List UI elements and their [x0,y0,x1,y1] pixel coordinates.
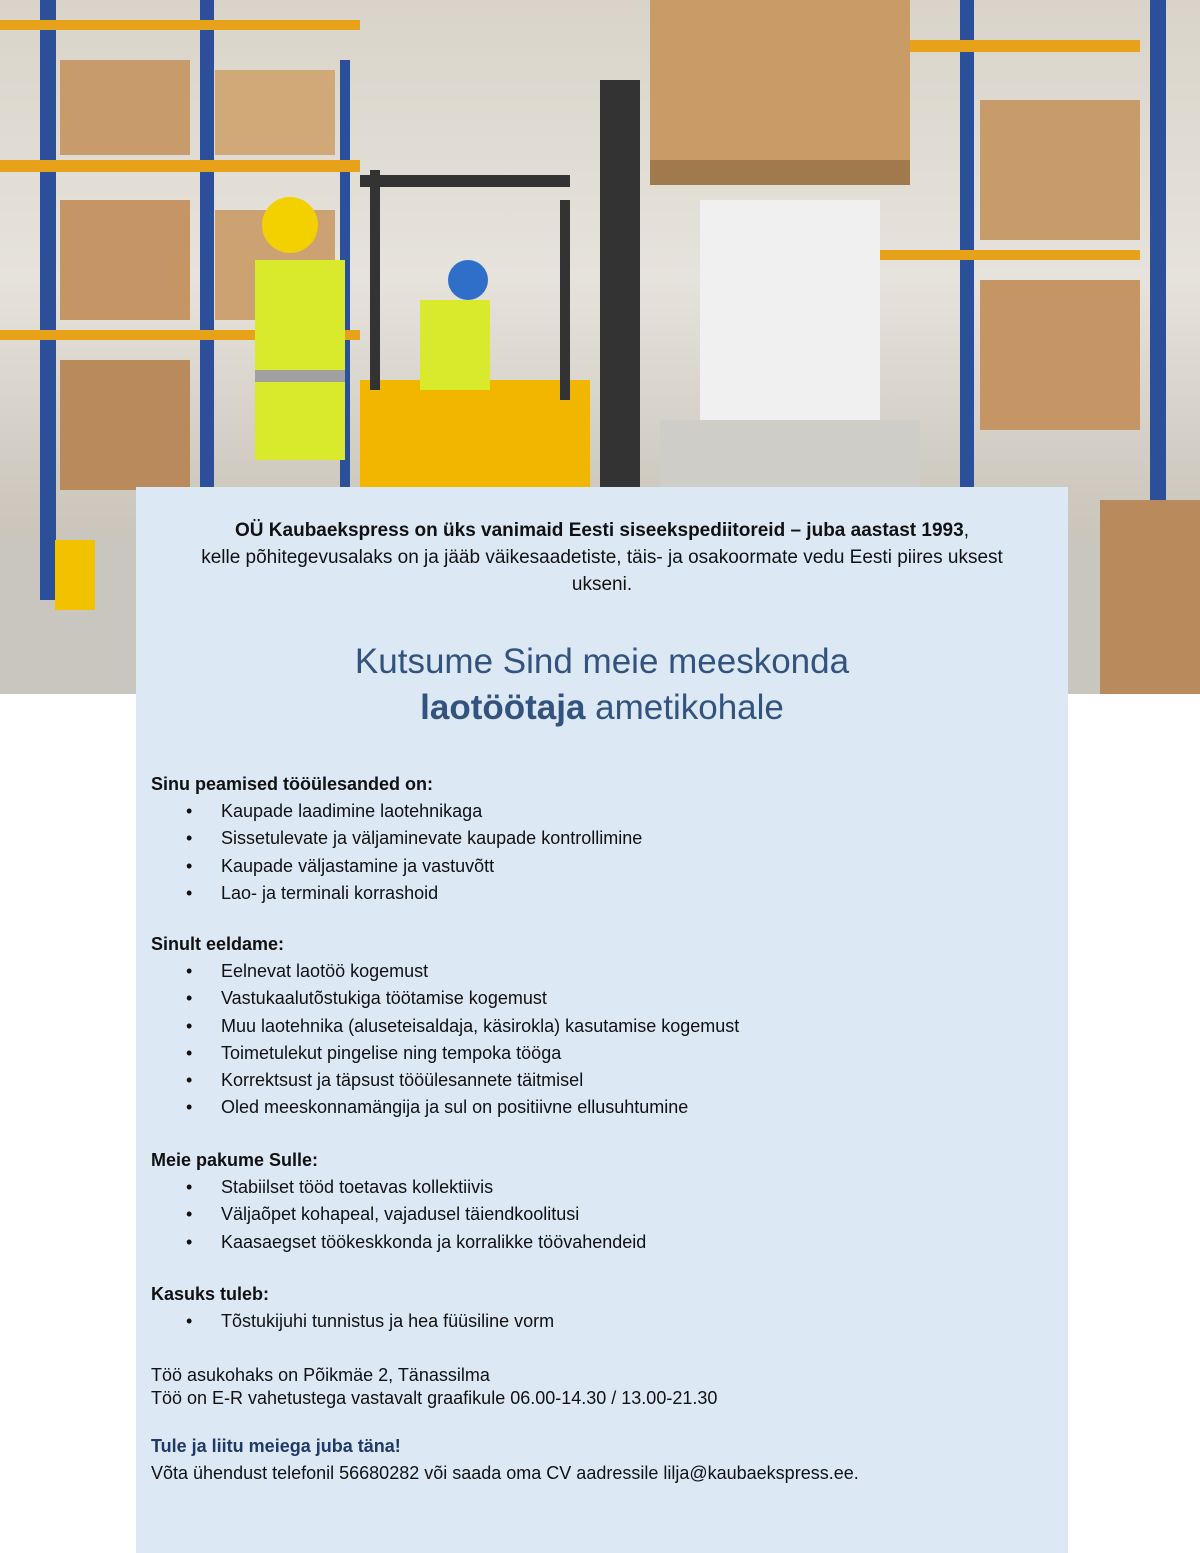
headline-line1: Kutsume Sind meie meeskonda [354,642,850,681]
location-line: Töö asukohaks on Põikmäe 2, Tänassilma [151,1365,490,1385]
section-offer [151,1147,1051,1256]
location-info [151,1364,1051,1410]
list-item: • Stabiilset tööd toetavas kollektiivis [151,1174,1051,1201]
cta-contact: Võta ühendust telefonil 56680282 või saada oma CV aadressile lilja@kaubaekspress.ee. [151,1463,859,1483]
company-intro [136,517,1068,598]
headline-role: laotöötaja [420,688,586,727]
list-item: • Väljaõpet kohapeal, vajadusel täiendkoolitusi [151,1201,1051,1228]
list-item: • Oled meeskonnamängija ja sul on positiivne ellusuhtumine [151,1094,1051,1121]
section-title: Sinu peamised tööülesanded on: [151,774,434,794]
headline-line2 [136,685,1068,731]
section-title: Meie pakume Sulle: [151,1150,319,1170]
intro-rest: kelle põhitegevusalaks on ja jääb väikesaadetiste, täis- ja osakoormate vedu Eesti piires uksest ukseni. [201,547,1003,595]
section-title: Kasuks tuleb: [151,1284,270,1304]
intro-comma: , [963,520,969,541]
list-item: • Kaupade väljastamine ja vastuvõtt [151,853,1051,880]
list-item: • Tõstukijuhi tunnistus ja hea füüsiline vorm [151,1308,1051,1335]
section-title: Sinult eeldame: [151,934,285,954]
list-item: • Eelnevat laotöö kogemust [151,958,1051,985]
list-item: • Vastukaalutõstukiga töötamise kogemust [151,985,1051,1012]
call-to-action [151,1433,1051,1487]
list-item: • Kaupade laadimine laotehnikaga [151,798,1051,825]
section-duties [151,771,1051,907]
schedule-line: Töö on E-R vahetustega vastavalt graafikule 06.00-14.30 / 13.00-21.30 [151,1388,718,1408]
list-item: • Toimetulekut pingelise ning tempoka tööga [151,1040,1051,1067]
section-requirements [151,931,1051,1122]
intro-bold: OÜ Kaubaekspress on üks vanimaid Eesti siseekspediitoreid – juba aastast 1993 [235,520,964,541]
headline [136,639,1068,731]
list-item: • Korrektsust ja täpsust tööülesannete täitmisel [151,1067,1051,1094]
list-item: • Lao- ja terminali korrashoid [151,880,1051,907]
list-item: • Kaasaegset töökeskkonda ja korralikke töövahendeid [151,1229,1051,1256]
section-advantage [151,1281,1051,1335]
headline-suffix: ametikohale [585,688,784,727]
cta-title: Tule ja liitu meiega juba täna! [151,1436,401,1456]
job-ad-panel [136,487,1068,1553]
list-item: • Muu laotehnika (aluseteisaldaja, käsirokla) kasutamise kogemust [151,1013,1051,1040]
list-item: • Sissetulevate ja väljaminevate kaupade kontrollimine [151,825,1051,852]
